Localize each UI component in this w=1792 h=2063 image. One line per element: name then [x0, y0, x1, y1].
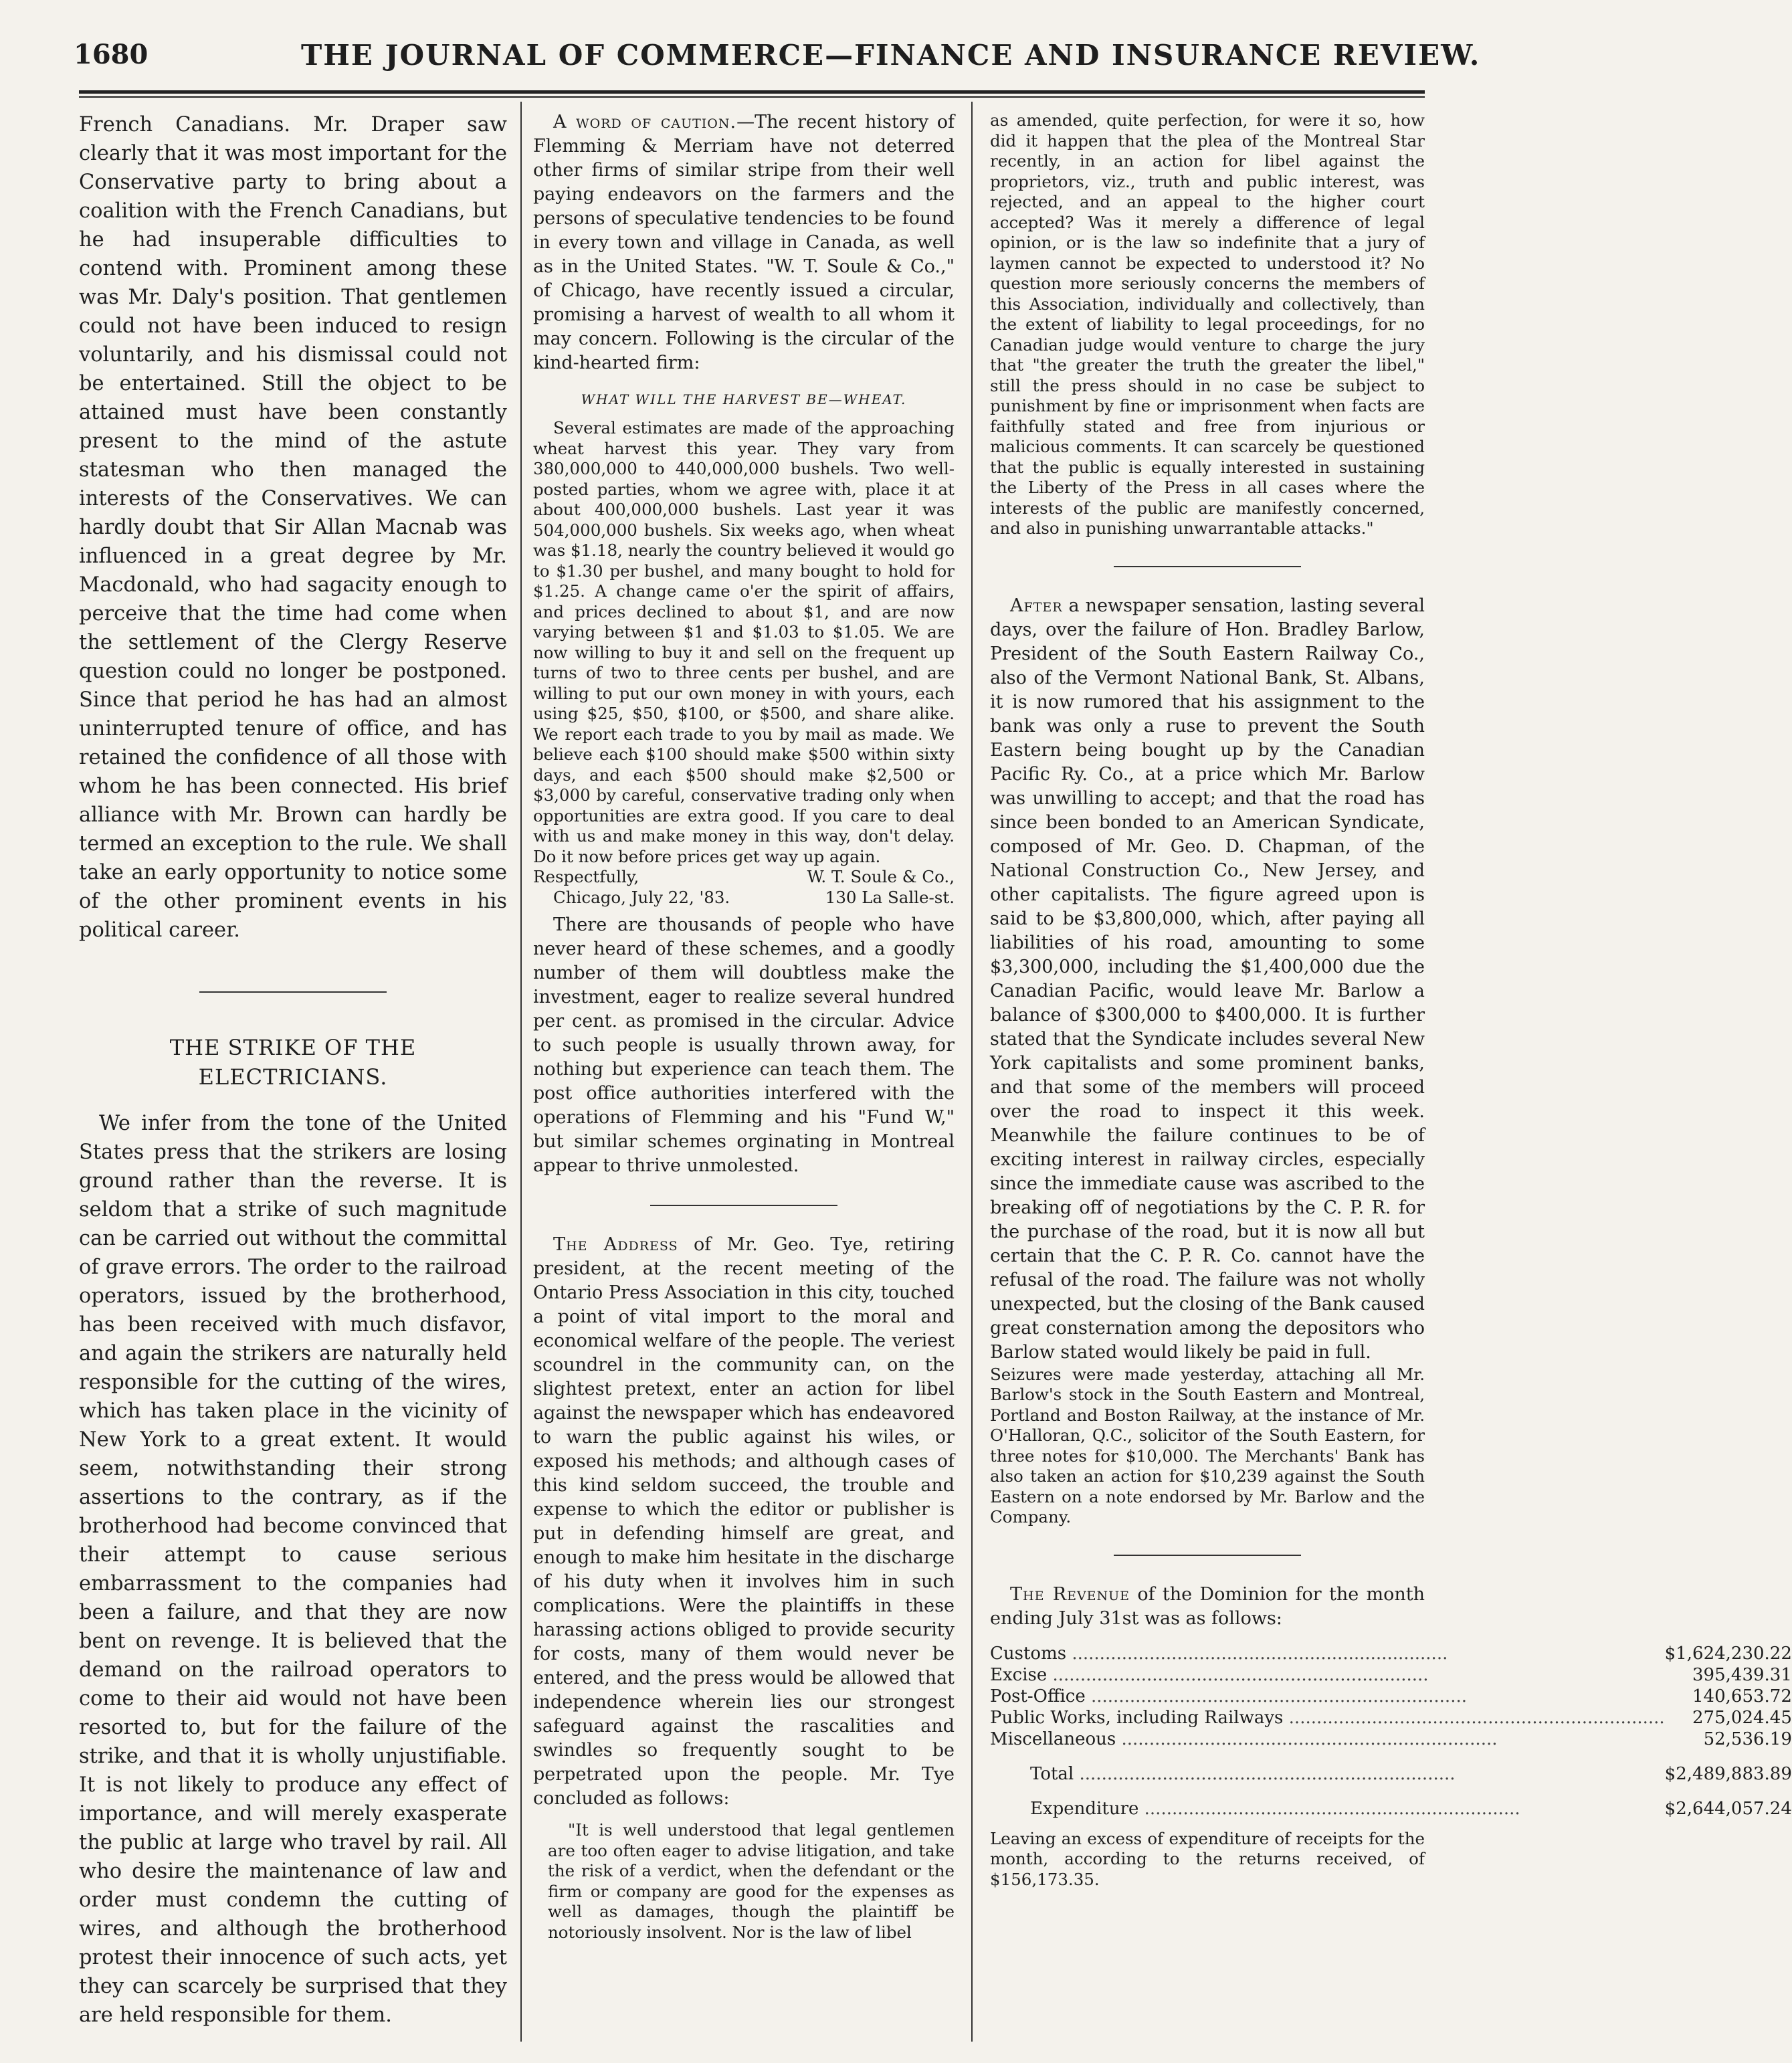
revenue-table [990, 1643, 1792, 1820]
circular-text: Several estimates are made of the approaching wheat harvest this year. They vary from 380,000,000 to 440,000,000 bushels. Two well-posted parties, whom we agree with, place it at about 400,000,000 bushels. Last year it was 504,000,000 bushels. Six weeks ago, when wheat was $1.18, nearly the country believed it would go to $1.30 per bushel, and many bought to hold for $1.25. A change came o'er the spirit of affairs, and prices declined to about $1, and are now varying between $1 and $1.03 to $1.05. We are now willing to buy it and sell on the frequent up turns of two to three cents per bushel, and are willing to put our own money in with yours, each using $25, $50, $100, or $500, and share alike. We report each trade to you by mail as made. We believe each $100 should make $500 within sixty days, and each $500 should make $2,500 or $3,000 by careful, conservative trading only when opportunities are extra good. If you care to deal with us and make money in this way, don't delay. Do it now before prices get way up again. [533, 418, 955, 866]
column-rule-right [971, 102, 973, 2042]
revenue-row [990, 1664, 1792, 1686]
revenue-closing-text: Leaving an excess of expenditure of receipts for the month, according to the returns received, of $156,173.35. [990, 1828, 1425, 1889]
section-divider [199, 991, 387, 993]
expenditure-row [990, 1785, 1792, 1820]
address-paragraph [533, 1233, 955, 1811]
revenue-closing [990, 1829, 1425, 1890]
tye-quote-continued [990, 110, 1425, 539]
address-text: of Mr. Geo. Tye, retiring president, at the recent meeting of the Ontario Press Association in this city, touched a point of vital import to the moral and economical welfare of the people. The veriest scoundrel in the community can, on the slightest pretext, enter an action for libel against the newspaper which has endeavored to warn the public against his wiles, or exposed his methods; and although cases of this kind seldom succeed, the trouble and expense to which the editor or publisher is put in defending himself are great, and enough to make him hesitate in the discharge of his duty when it involves him in such complications. Were the plaintiffs in these harassing actions obliged to provide security for costs, many of them would never be entered, and the press would be allowed that independence wherein lies our strongest safeguard against the rascalities and swindles so frequently sought to be perpetrated upon the people. Mr. Tye concluded as follows: [533, 1234, 955, 1809]
revenue-row-label: Customs ..... [990, 1643, 1665, 1664]
draper-article-text: French Canadians. Mr. Draper saw clearly that it was most important for the Conservative party to bring about a coalition with the French Canadians, but he had insuperable difficulties to contend with. Prominent among these was Mr. Daly's position. That gentlemen could not have been induced to resign voluntarily, and his dismissal could not be entertained. Still the object to be attained must have been constantly present to the mind of the astute statesman who then managed the interests of the Conservatives. We can hardly doubt that Sir Allan Macnab was influenced in a great degree by Mr. Macdonald, who had sagacity enough to perceive that the time had come when the settlement of the Clergy Reserve question could no longer be postponed. Since that period he has had an almost uninterrupted tenure of office, and has retained the confidence of all those with whom he has been connected. His brief alliance with Mr. Brown can hardly be termed an exception to the rule. We shall take an early opportunity to notice some of the other prominent events in his political career. [79, 113, 507, 942]
column-middle [533, 110, 955, 1943]
revenue-intro: of the Dominion for the month ending July 31st was as follows: [990, 1583, 1425, 1629]
tye-quote [533, 1820, 955, 1943]
dateline-address: 130 La Salle-st. [825, 887, 955, 907]
caution-lead: A word of caution. [553, 112, 737, 132]
schemes-paragraph: There are thousands of people who have never heard of these schemes, and a goodly number of them will doubtless make the investment, eager to realize several hundred per cent. as promised in the circular. Advice to such people is usually thrown away, for nothing but experience can teach them. The post office authorities interfered with the operations of Flemming and his "Fund W," but similar schemes orginating in Montreal appear to thrive unmolested. [533, 914, 955, 1176]
signature-firm: W. T. Soule & Co., [807, 867, 955, 886]
circular-dateline [533, 888, 955, 908]
section-divider [1114, 566, 1301, 567]
journal-title: THE JOURNAL OF COMMERCE—FINANCE AND INSURANCE REVIEW. [301, 39, 1481, 72]
tye-quote-text: "It is well understood that legal gentlemen are too often eager to advise litigation, and take the risk of a verdict, when the defendant or the firm or company are good for the expenses as well as damages, though the plaintiff be notoriously insolvent. Nor is the law of libel [548, 1820, 955, 1942]
revenue-row-amount: 275,024.45 [1692, 1707, 1792, 1728]
address-lead: The Address [553, 1234, 678, 1255]
revenue-row-amount: 52,536.19 [1703, 1729, 1792, 1749]
revenue-row [990, 1729, 1792, 1750]
barlow-text: a newspaper sensation, lasting several days, over the failure of Hon. Bradley Barlow, President of the South Eastern Railway Co., also of the Vermont National Bank, St. Albans, it is now rumored that his assignment to the bank was only a ruse to prevent the South Eastern being bought up by the Canadian Pacific Ry. Co., at a price which Mr. Barlow was unwilling to accept; and that the road has since been bonded to an American Syndicate, composed of Mr. Geo. D. Chapman, of the National Construction Co., New Jersey, and other capitalists. The figure agreed upon is said to be $3,800,000, which, after paying all liabilities of his road, amounting to some $3,300,000, including the $1,400,000 due the Canadian Pacific, would leave Mr. Barlow a balance of $300,000 to $400,000. It is further stated that the Syndicate includes several New York capitalists and some prominent banks, and that some of the members will proceed over the road to inspect it this week. Meanwhile the failure continues to be of exciting interest in railway circles, especially since the immediate cause was ascribed to the breaking off of negotiations by the C. P. R. for the purchase of the road, but it is now all but certain that the C. P. R. Co. cannot have the refusal of the road. The failure was not wholly unexpected, but the closing of the Bank caused great consternation among the depositors who Barlow stated would likely be paid in full. [990, 595, 1425, 1363]
signature-closing: Respectfully, [533, 867, 639, 886]
page-header [74, 39, 1481, 79]
revenue-row-amount: $1,624,230.22 [1664, 1643, 1792, 1664]
barlow-seizures-text: Seizures were made yesterday, attaching all Mr. Barlow's stock in the South Eastern and Montreal, Portland and Boston Railway, at the instance of Mr. O'Halloran, Q.C., solicitor of the South Eastern, for three notes for $10,000. The Merchants' Bank has also taken an action for $10,239 against the South Eastern on a note endorsed by Mr. Barlow and the Company. [990, 1364, 1425, 1527]
revenue-row-label: Miscellaneous ..... [990, 1729, 1665, 1750]
barlow-paragraph [990, 594, 1425, 1365]
total-label: Total ..... [990, 1750, 1665, 1785]
caution-text: —The recent history of Flemming & Merriam have not deterred other firms of similar stripe from their well paying endeavors on the farmers and the persons of speculative tendencies to be found in every town and village in Canada, as well as in the United States. "W. T. Soule & Co.," of Chicago, have recently issued a circular, promising a harvest of wealth to all whom it may concern. Following is the circular of the kind-hearted firm: [533, 112, 955, 373]
expenditure-amount: $2,644,057.24 [1664, 1798, 1792, 1819]
dateline-date: Chicago, July 22, '83. [553, 887, 730, 907]
revenue-row-amount: 395,439.31 [1692, 1664, 1792, 1685]
tye-quote-continued-text: as amended, quite perfection, for were it so, how did it happen that the plea of the Montreal Star recently, in an action for libel against the proprietors, viz., truth and public interest, was rejected, and an appeal to the higher court accepted? Was it merely a difference of legal opinion, or is the law so indefinite that a jury of laymen cannot be expected to understood it? No question more seriously concerns the members of this Association, individually and collectively, than the extent of liability to legal proceedings, for no Canadian judge would venture to charge the jury that "the greater the truth the greater the libel," still the press should in no case be subject to punishment by fine or imprisonment when facts are faithfully stated and free from injurious or malicious comments. It can scarcely be questioned that the public is equally interested in sustaining the Liberty of the Press in all cases where the interests of the public are manifestly concerned, and also in punishing unwarrantable attacks." [990, 110, 1425, 538]
strike-article-text: We infer from the tone of the United States press that the strikers are losing ground rather than the reverse. It is seldom that a strike of such magnitude can be carried out without the committal of grave errors. The order to the railroad operators, issued by the brotherhood, has been received with much disfavor, and again the strikers are naturally held responsible for the cutting of the wires, which has taken place in the vicinity of New York to a great extent. It would seem, notwithstanding their strong assertions to the contrary, as if the brotherhood had become convinced that their attempt to cause serious embarrassment to the companies had been a failure, and that they are now bent on revenge. It is believed that the demand on the railroad operators to come to their aid would not have been resorted to, but for the failure of the strike, and that it is wholly unjustifiable. It is not likely to produce any effect of importance, and will merely exasperate the public at large who travel by rail. All who desire the maintenance of law and order must condemn the cutting of wires, and although the brotherhood protest their innocence of such acts, yet they can scarcely be surprised that they are held responsible for them. [79, 1112, 507, 2027]
strike-heading: THE STRIKE OF THE ELECTRICIANS. [169, 1035, 417, 1090]
revenue-row-label: Public Works, including Railways ..... [990, 1707, 1665, 1729]
header-rule-thin [79, 96, 1425, 98]
page-number: 1680 [74, 39, 148, 70]
revenue-row [990, 1686, 1792, 1707]
section-divider [1114, 1555, 1301, 1556]
column-rule-left [520, 102, 522, 2042]
revenue-row-amount: 140,653.72 [1692, 1686, 1792, 1706]
column-left [79, 110, 507, 2030]
caution-paragraph [533, 110, 955, 375]
section-divider [650, 1205, 837, 1206]
expenditure-label: Expenditure ..... [990, 1785, 1665, 1820]
circular-heading: WHAT WILL THE HARVEST BE—WHEAT. [581, 391, 907, 407]
header-rule-thick [79, 90, 1425, 94]
circular-block [533, 418, 955, 908]
total-amount: $2,489,883.89 [1664, 1763, 1792, 1784]
column-right [990, 110, 1792, 1890]
barlow-seizures [990, 1365, 1425, 1528]
revenue-row [990, 1643, 1792, 1664]
barlow-lead: After [1010, 595, 1063, 616]
revenue-lead: The Revenue [1010, 1583, 1130, 1605]
revenue-row-label: Post-Office ..... [990, 1686, 1665, 1707]
revenue-row [990, 1707, 1792, 1729]
total-row [990, 1750, 1792, 1785]
circular-signature [533, 867, 955, 888]
revenue-paragraph [990, 1583, 1425, 1631]
revenue-row-label: Excise ..... [990, 1664, 1665, 1686]
